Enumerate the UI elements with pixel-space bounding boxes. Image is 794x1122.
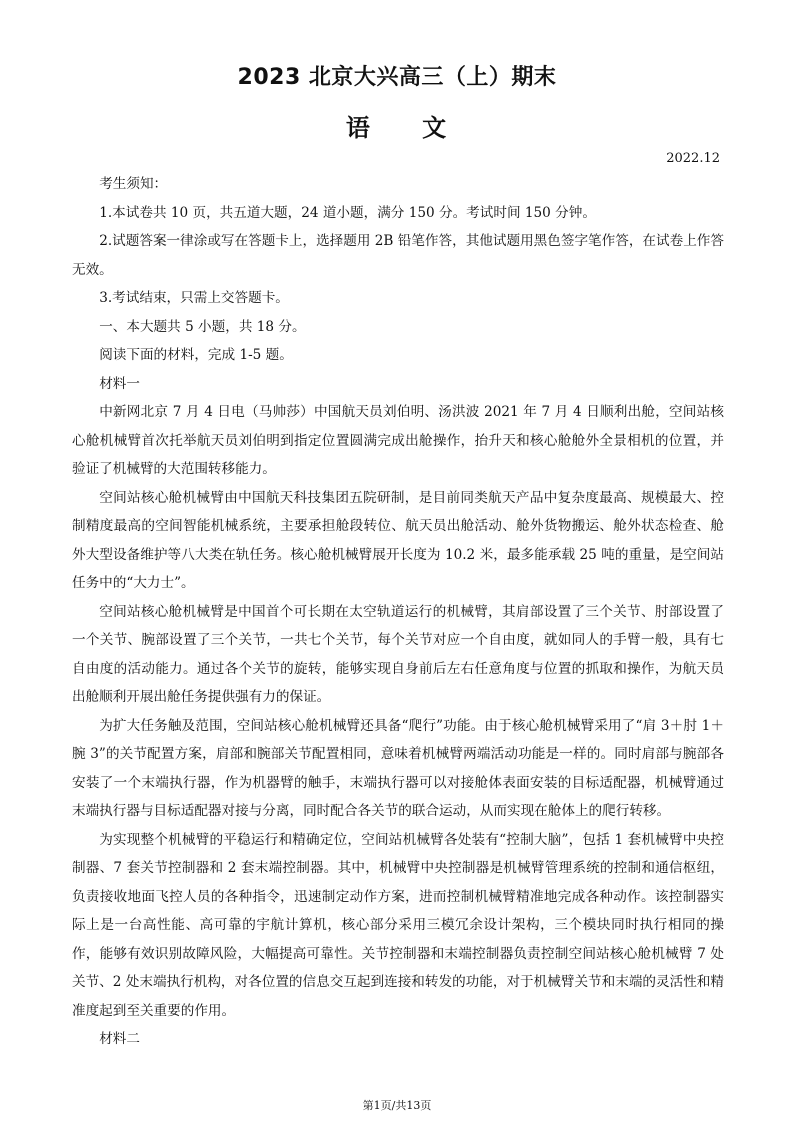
- material-one-label: 材料一: [99, 375, 140, 392]
- material-paragraph-4: 为扩大任务触及范围，空间站核心舱机械臂还具备“爬行”功能。由于核心舱机械臂采用了“肩 3＋肘 1＋腕 3”的关节配置方案，肩部和腕部关节配置相同，意味着机械臂两端活动功能是一样的。同时肩部与腕部各安装了一个末端执行器，作为机器臂的触手，末端执行器可以对接舱体表面安装的目标适配器，机械臂通过末端执行器与目标适配器对接与分离，同时配合各关节的联合运动，从而实现在舱体上的爬行转移。: [72, 717, 724, 819]
- section-instruction: 阅读下面的材料，完成 1-5 题。: [99, 347, 293, 363]
- notice-heading: 考生须知：: [99, 176, 168, 192]
- section-heading: 一、本大题共 5 小题，共 18 分。: [99, 318, 306, 335]
- exam-date: 2022.12: [666, 151, 720, 166]
- notice-item-1: 1.本试卷共 10 页，共五道大题，24 道小题，满分 150 分。考试时间 150 分钟。: [99, 204, 596, 221]
- material-paragraph-5: 为实现整个机械臂的平稳运行和精确定位，空间站机械臂各处装有“控制大脑”，包括 1 套机械臂中央控制器、7 套关节控制器和 2 套末端控制器。其中，机械臂中央控制器是机械臂管理系统的控制和通信枢纽，负责接收地面飞控人员的各种指令，迅速制定动作方案，进而控制机械臂精准地完成各种动作。该控制器实际上是一台高性能、高可靠的宇航计算机，核心部分采用三模冗余设计架构，三个模块同时执行相同的操作，能够有效识别故障风险，大幅提高可靠性。关节控制器和末端控制器负责控制空间站核心舱机械臂 7 处关节、2 处末端执行机构，对各位置的信息交互起到连接和转发的功能，对于机械臂关节和末端的灵活性和精准度起到至关重要的作用。: [72, 831, 724, 1019]
- material-paragraph-3: 空间站核心舱机械臂是中国首个可长期在太空轨道运行的机械臂，其肩部设置了三个关节、肘部设置了一个关节、腕部设置了三个关节，一共七个关节，每个关节对应一个自由度，就如同人的手臂一般，具有七自由度的活动能力。通过各个关节的旋转，能够实现自身前后左右任意角度与位置的抓取和操作，为航天员出舱顺利开展出舱任务提供强有力的保证。: [72, 603, 724, 705]
- subject-title: 语 文: [345, 114, 449, 142]
- page-number: 第1页/共13页: [362, 1099, 432, 1112]
- exam-title: 2023 北京大兴高三（上）期末: [237, 65, 557, 90]
- material-two-label: 材料二: [99, 1031, 140, 1047]
- notice-item-3: 3.考试结束，只需上交答题卡。: [99, 290, 289, 306]
- material-paragraph-2: 空间站核心舱机械臂由中国航天科技集团五院研制，是目前同类航天产品中复杂度最高、规模最大、控制精度最高的空间智能机械系统，主要承担舱段转位、航天员出舱活动、舱外货物搬运、舱外状态检查、舱外大型设备维护等八大类在轨任务。核心舱机械臂展开长度为 10.2 米，最多能承载 25 吨的重量，是空间站任务中的“大力士”。: [72, 489, 724, 591]
- notice-item-2: 2.试题答案一律涂或写在答题卡上，选择题用 2B 铅笔作答，其他试题用黑色签字笔作答，在试卷上作答无效。: [72, 233, 724, 278]
- exam-content: [72, 170, 724, 1054]
- material-paragraph-1: 中新网北京 7 月 4 日电（马帅莎）中国航天员刘伯明、汤洪波 2021 年 7 月 4 日顺利出舱，空间站核心舱机械臂首次托举航天员刘伯明到指定位置圆满完成出舱操作，抬升天和核心舱舱外全景相机的位置，并验证了机械臂的大范围转移能力。: [72, 404, 724, 477]
